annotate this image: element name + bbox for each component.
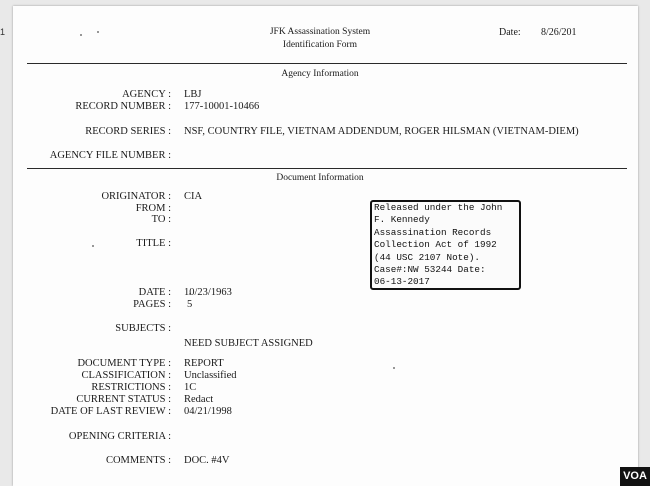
field-label-record-series: RECORD SERIES : <box>85 126 171 137</box>
release-stamp <box>370 200 521 290</box>
field-label-date: DATE : <box>138 287 171 298</box>
field-value-classification: Unclassified <box>184 370 237 381</box>
field-value-subject-assigned: NEED SUBJECT ASSIGNED <box>184 338 313 349</box>
field-label-subjects: SUBJECTS : <box>115 323 171 334</box>
field-label-document-type: DOCUMENT TYPE : <box>77 358 171 369</box>
document-page <box>13 6 638 486</box>
scan-speck <box>393 367 395 369</box>
field-value-document-type: REPORT <box>184 358 224 369</box>
stamp-line: F. Kennedy <box>374 214 430 226</box>
stamp-line: Released under the John <box>374 202 503 213</box>
agency-section-title: Agency Information <box>281 69 359 79</box>
field-value-agency: LBJ <box>184 89 202 100</box>
header-date: 8/26/201 <box>541 27 577 38</box>
section-divider <box>27 63 627 64</box>
system-title: JFK Assassination System <box>269 27 371 37</box>
field-value-record-series: NSF, COUNTRY FILE, VIETNAM ADDENDUM, ROGER HILSMAN (VIETNAM-DIEM) <box>184 126 579 137</box>
field-label-restrictions: RESTRICTIONS : <box>91 382 171 393</box>
document-section-title: Document Information <box>276 173 364 183</box>
stamp-line: (44 USC 2107 Note). <box>374 251 481 263</box>
field-label-record-number: RECORD NUMBER : <box>75 101 171 112</box>
field-label-pages: PAGES : <box>133 299 171 310</box>
stamp-line: 06-13-2017 <box>374 276 430 288</box>
field-value-pages: 5 <box>187 299 193 310</box>
scan-speck <box>97 31 99 33</box>
field-value-current-status: Redact <box>184 394 214 405</box>
field-label-from: FROM : <box>135 203 171 214</box>
voa-watermark: VOA <box>620 467 650 486</box>
field-value-record-number: 177-10001-10466 <box>184 101 260 112</box>
section-divider <box>27 168 627 169</box>
field-value-restrictions: 1C <box>184 382 197 393</box>
field-label-title: TITLE : <box>136 238 171 249</box>
field-label-originator: ORIGINATOR : <box>101 191 171 202</box>
field-label-to: TO : <box>151 214 171 225</box>
date-label: Date: <box>499 27 521 38</box>
stamp-line: Assassination Records <box>374 226 492 238</box>
field-label-agency-file-number: AGENCY FILE NUMBER : <box>49 150 171 161</box>
field-value-date: 10/23/1963 <box>184 287 232 298</box>
field-label-current-status: CURRENT STATUS : <box>76 394 171 405</box>
field-label-classification: CLASSIFICATION : <box>81 370 171 381</box>
stamp-line: Case#:NW 53244 Date: <box>374 264 486 276</box>
form-title: Identification Form <box>282 40 358 50</box>
field-value-originator: CIA <box>184 191 203 202</box>
page-number: 1 <box>0 27 6 37</box>
stamp-line: Collection Act of 1992 <box>374 239 497 251</box>
field-value-comments: DOC. #4V <box>184 455 230 466</box>
field-label-last-review: DATE OF LAST REVIEW : <box>50 406 171 417</box>
field-value-last-review: 04/21/1998 <box>184 406 232 417</box>
scan-speck <box>80 34 82 36</box>
field-label-comments: COMMENTS : <box>105 455 171 466</box>
field-label-opening-criteria: OPENING CRITERIA : <box>68 431 171 442</box>
field-label-agency: AGENCY : <box>122 89 171 100</box>
